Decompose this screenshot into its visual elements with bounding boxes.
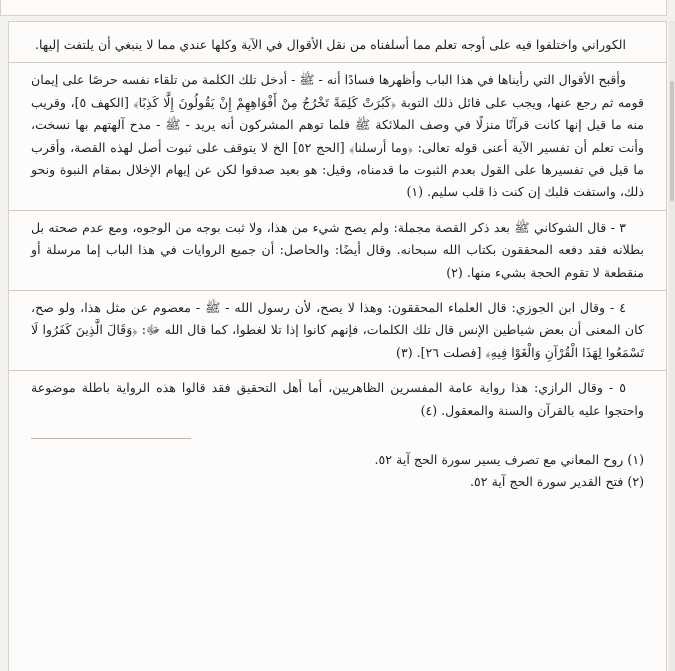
paragraph-2: وأقبح الأقوال التي رأيناها في هذا الباب وأظهرها فسادًا أنه - ﷺ - أدخل تلك الكلمة من تلقاء نفسه حرصًا على إيمان قومه ثم رجع عنها، ويجب على قائل ذلك التوبة ﴿كَبُرَتْ كَلِمَةً تَخْرُجُ مِنْ أَفْوَاهِهِمْ إِنْ يَقُولُونَ إِلَّا كَذِبًا﴾ [الكهف ٥]، وقريب منه ما قيل إنها كانت قرآنًا منزلًا في وصف الملائكة ﷺ فلما توهم المشركون أنه يريد - ﷺ - مدح آلهتهم بها نسخت، وأنت تعلم أن تفسير الآية أعنى قوله تعالى: ﴿وما أرسلنا﴾ [الحج ٥٢] الخ لا يتوقف على ثبوت أصل لهذه القصة، وأقرب ما قيل في تفسيرها على القول بعدم الثبوت ما قدمناه، وقيل: هو بعيد صدقوا لكن عن إيهام الإخلال بمقام النبوة ونحو ذلك، واستفت قلبك إن كنت ذا قلب سليم. (١) [31,72,644,200]
paragraph-divider [9,62,666,63]
paragraph-divider [9,290,666,291]
paragraph-divider [9,210,666,211]
footnote-2: (٢) فتح القدير سورة الحج آية ٥٢. [470,474,644,490]
paragraph-3: ٣ - قال الشوكاني ﷺ بعد ذكر القصة مجملة: ولم يصح شيء من هذا، ولا ثبت بوجه من الوجوه، ومع عدم صحته بل بطلانه فقد دفعه المحققون بكتاب الله سبحانه. وقال أيضًا: والحاصل: أن جميع الروايات في هذا الباب إما مرسلة أو منقطعة لا تقوم الحجة بشيء منها. (٢) [31,219,644,280]
paragraph-5: ٥ - وقال الرازي: هذا رواية عامة المفسرين الظاهريين، أما أهل التحقيق فقد قالوا هذه الرواية باطلة موضوعة واحتجوا عليه بالقرآن والسنة والمعقول. (٤) [31,380,644,418]
document-page [8,21,667,671]
paragraph-1: الكوراني واختلفوا فيه على أوجه تعلم مما أسلفناه من نقل الأقوال في الآية وكلها عندي مما لا ينبغي أن يلتفت إليها. [34,37,626,52]
footnote-1: (١) روح المعاني مع تصرف يسير سورة الحج آية ٥٢. [374,452,644,468]
previous-page-edge [0,0,667,16]
paragraph-divider [9,370,666,371]
vertical-scrollbar[interactable] [669,21,675,671]
footnotes-separator [31,438,191,439]
page-content [31,34,644,493]
scrollbar-thumb[interactable] [670,81,674,201]
paragraph-4: ٤ - وقال ابن الجوزي: قال العلماء المحققون: وهذا لا يصح، لأن رسول الله - ﷺ - معصوم عن مثل هذا، ولو صح، كان المعنى أن بعض شياطين الإنس قال تلك الكلمات، فإنهم كانوا إذا تلا لغطوا، كما قال الله ﷻ: ﴿وَقَالَ الَّذِينَ كَفَرُوا لَا تَسْمَعُوا لِهَذَا الْقُرْآنِ وَالْغَوْا فِيهِ﴾ [فصلت ٢٦]. (٣) [31,300,644,360]
